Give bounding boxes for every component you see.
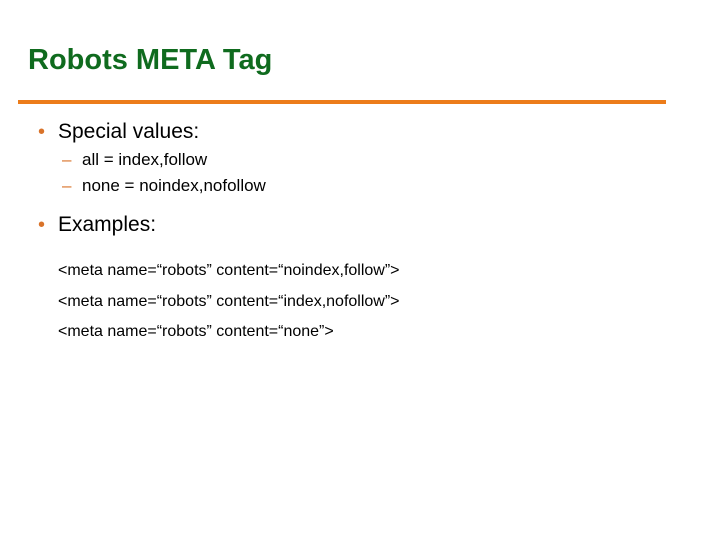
example-line-1: <meta name=“robots” content=“noindex,follow”>: [58, 262, 400, 279]
bullet-dot-icon: •: [38, 121, 46, 143]
dash-icon: –: [62, 150, 72, 169]
bullet-text: Special values:: [58, 120, 200, 143]
bullet-dot-icon: •: [38, 214, 46, 236]
bullet-special-values: [38, 120, 199, 144]
example-line-2: <meta name=“robots” content=“index,nofollow”>: [58, 293, 400, 310]
dash-icon: –: [62, 176, 72, 195]
title-divider: [18, 100, 666, 104]
slide-title: Robots META Tag: [28, 44, 273, 76]
example-line-3: <meta name=“robots” content=“none”>: [58, 323, 334, 340]
bullet-text: Examples:: [58, 213, 157, 236]
subitem-none: [62, 176, 266, 196]
subitem-text: none = noindex,nofollow: [82, 176, 266, 195]
subitem-text: all = index,follow: [82, 150, 208, 169]
bullet-examples: [38, 213, 156, 237]
subitem-all: [62, 150, 207, 170]
